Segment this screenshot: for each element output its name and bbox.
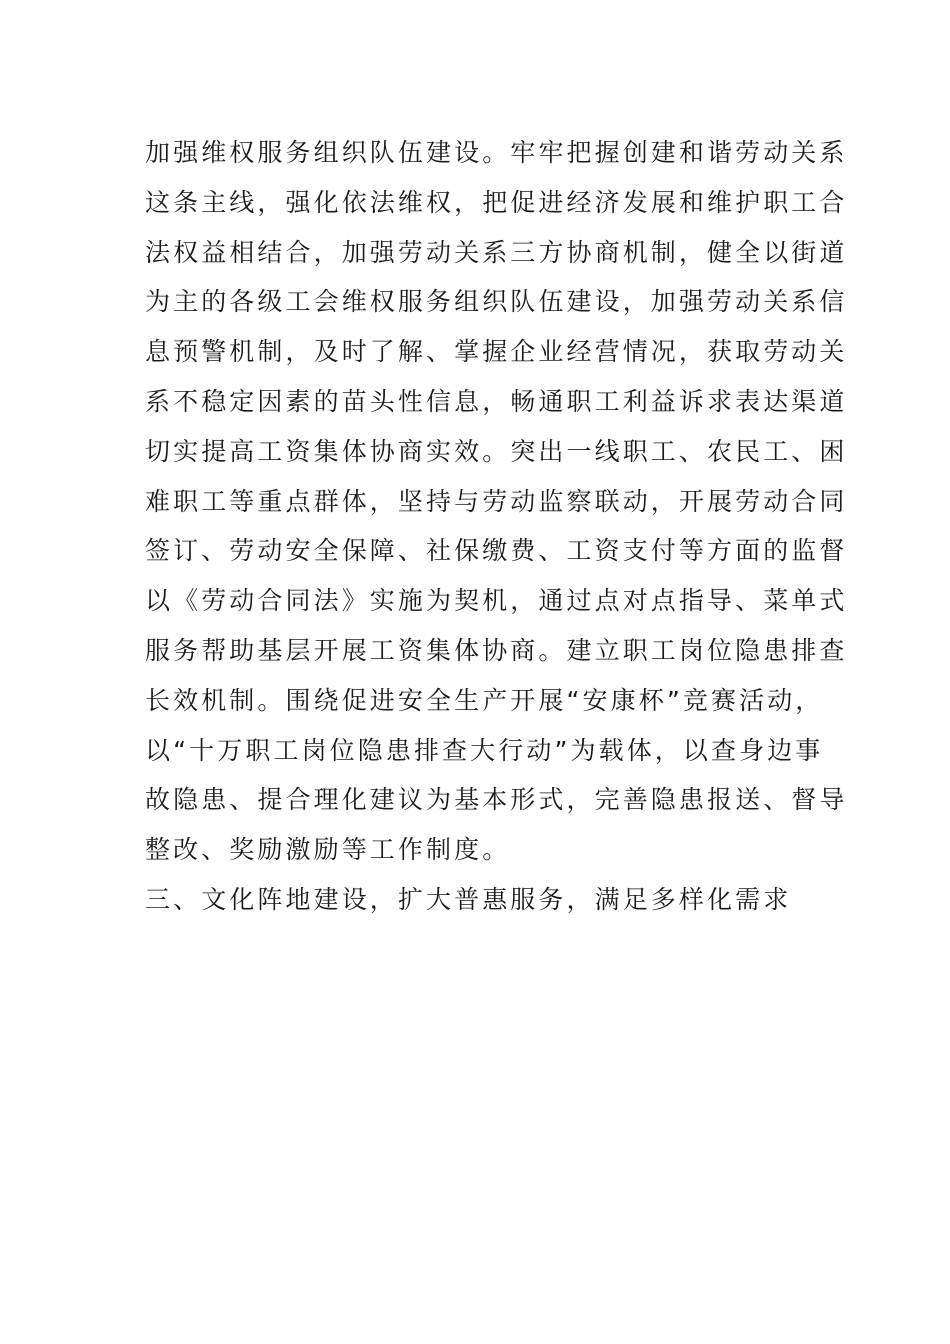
text-line: 签订、劳动安全保障、社保缴费、工资支付等方面的监督 <box>145 536 848 566</box>
text-line: 法权益相结合，加强劳动关系三方协商机制，健全以街道 <box>145 237 848 267</box>
text-line: 服务帮助基层开展工资集体协商。建立职工岗位隐患排查 <box>145 635 848 665</box>
text-line: 为主的各级工会维权服务组织队伍建设，加强劳动关系信 <box>145 287 848 317</box>
text-line: 以“十万职工岗位隐患排查大行动”为载体，以查身边事 <box>145 735 824 765</box>
text-line: 息预警机制，及时了解、掌握企业经营情况，获取劳动关 <box>145 337 848 367</box>
text-line: 长效机制。围绕促进安全生产开展“安康杯”竞赛活动， <box>145 685 824 715</box>
text-line: 以《劳动合同法》实施为契机，通过点对点指导、菜单式 <box>145 586 848 616</box>
text-line: 系不稳定因素的苗头性信息，畅通职工利益诉求表达渠道 <box>145 386 848 416</box>
text-line: 这条主线，强化依法维权，把促进经济发展和维护职工合 <box>145 187 848 217</box>
text-line: 整改、奖励激励等工作制度。 <box>145 835 511 865</box>
body-text <box>145 128 848 925</box>
section-heading: 三、文化阵地建设，扩大普惠服务，满足多样化需求 <box>145 884 792 914</box>
text-line: 难职工等重点群体，坚持与劳动监察联动，开展劳动合同 <box>145 486 848 516</box>
text-line: 加强维权服务组织队伍建设。牢牢把握创建和谐劳动关系 <box>145 138 848 167</box>
text-line: 切实提高工资集体协商实效。突出一线职工、农民工、困 <box>145 436 848 466</box>
text-line: 故隐患、提合理化建议为基本形式，完善隐患报送、督导 <box>145 785 848 815</box>
